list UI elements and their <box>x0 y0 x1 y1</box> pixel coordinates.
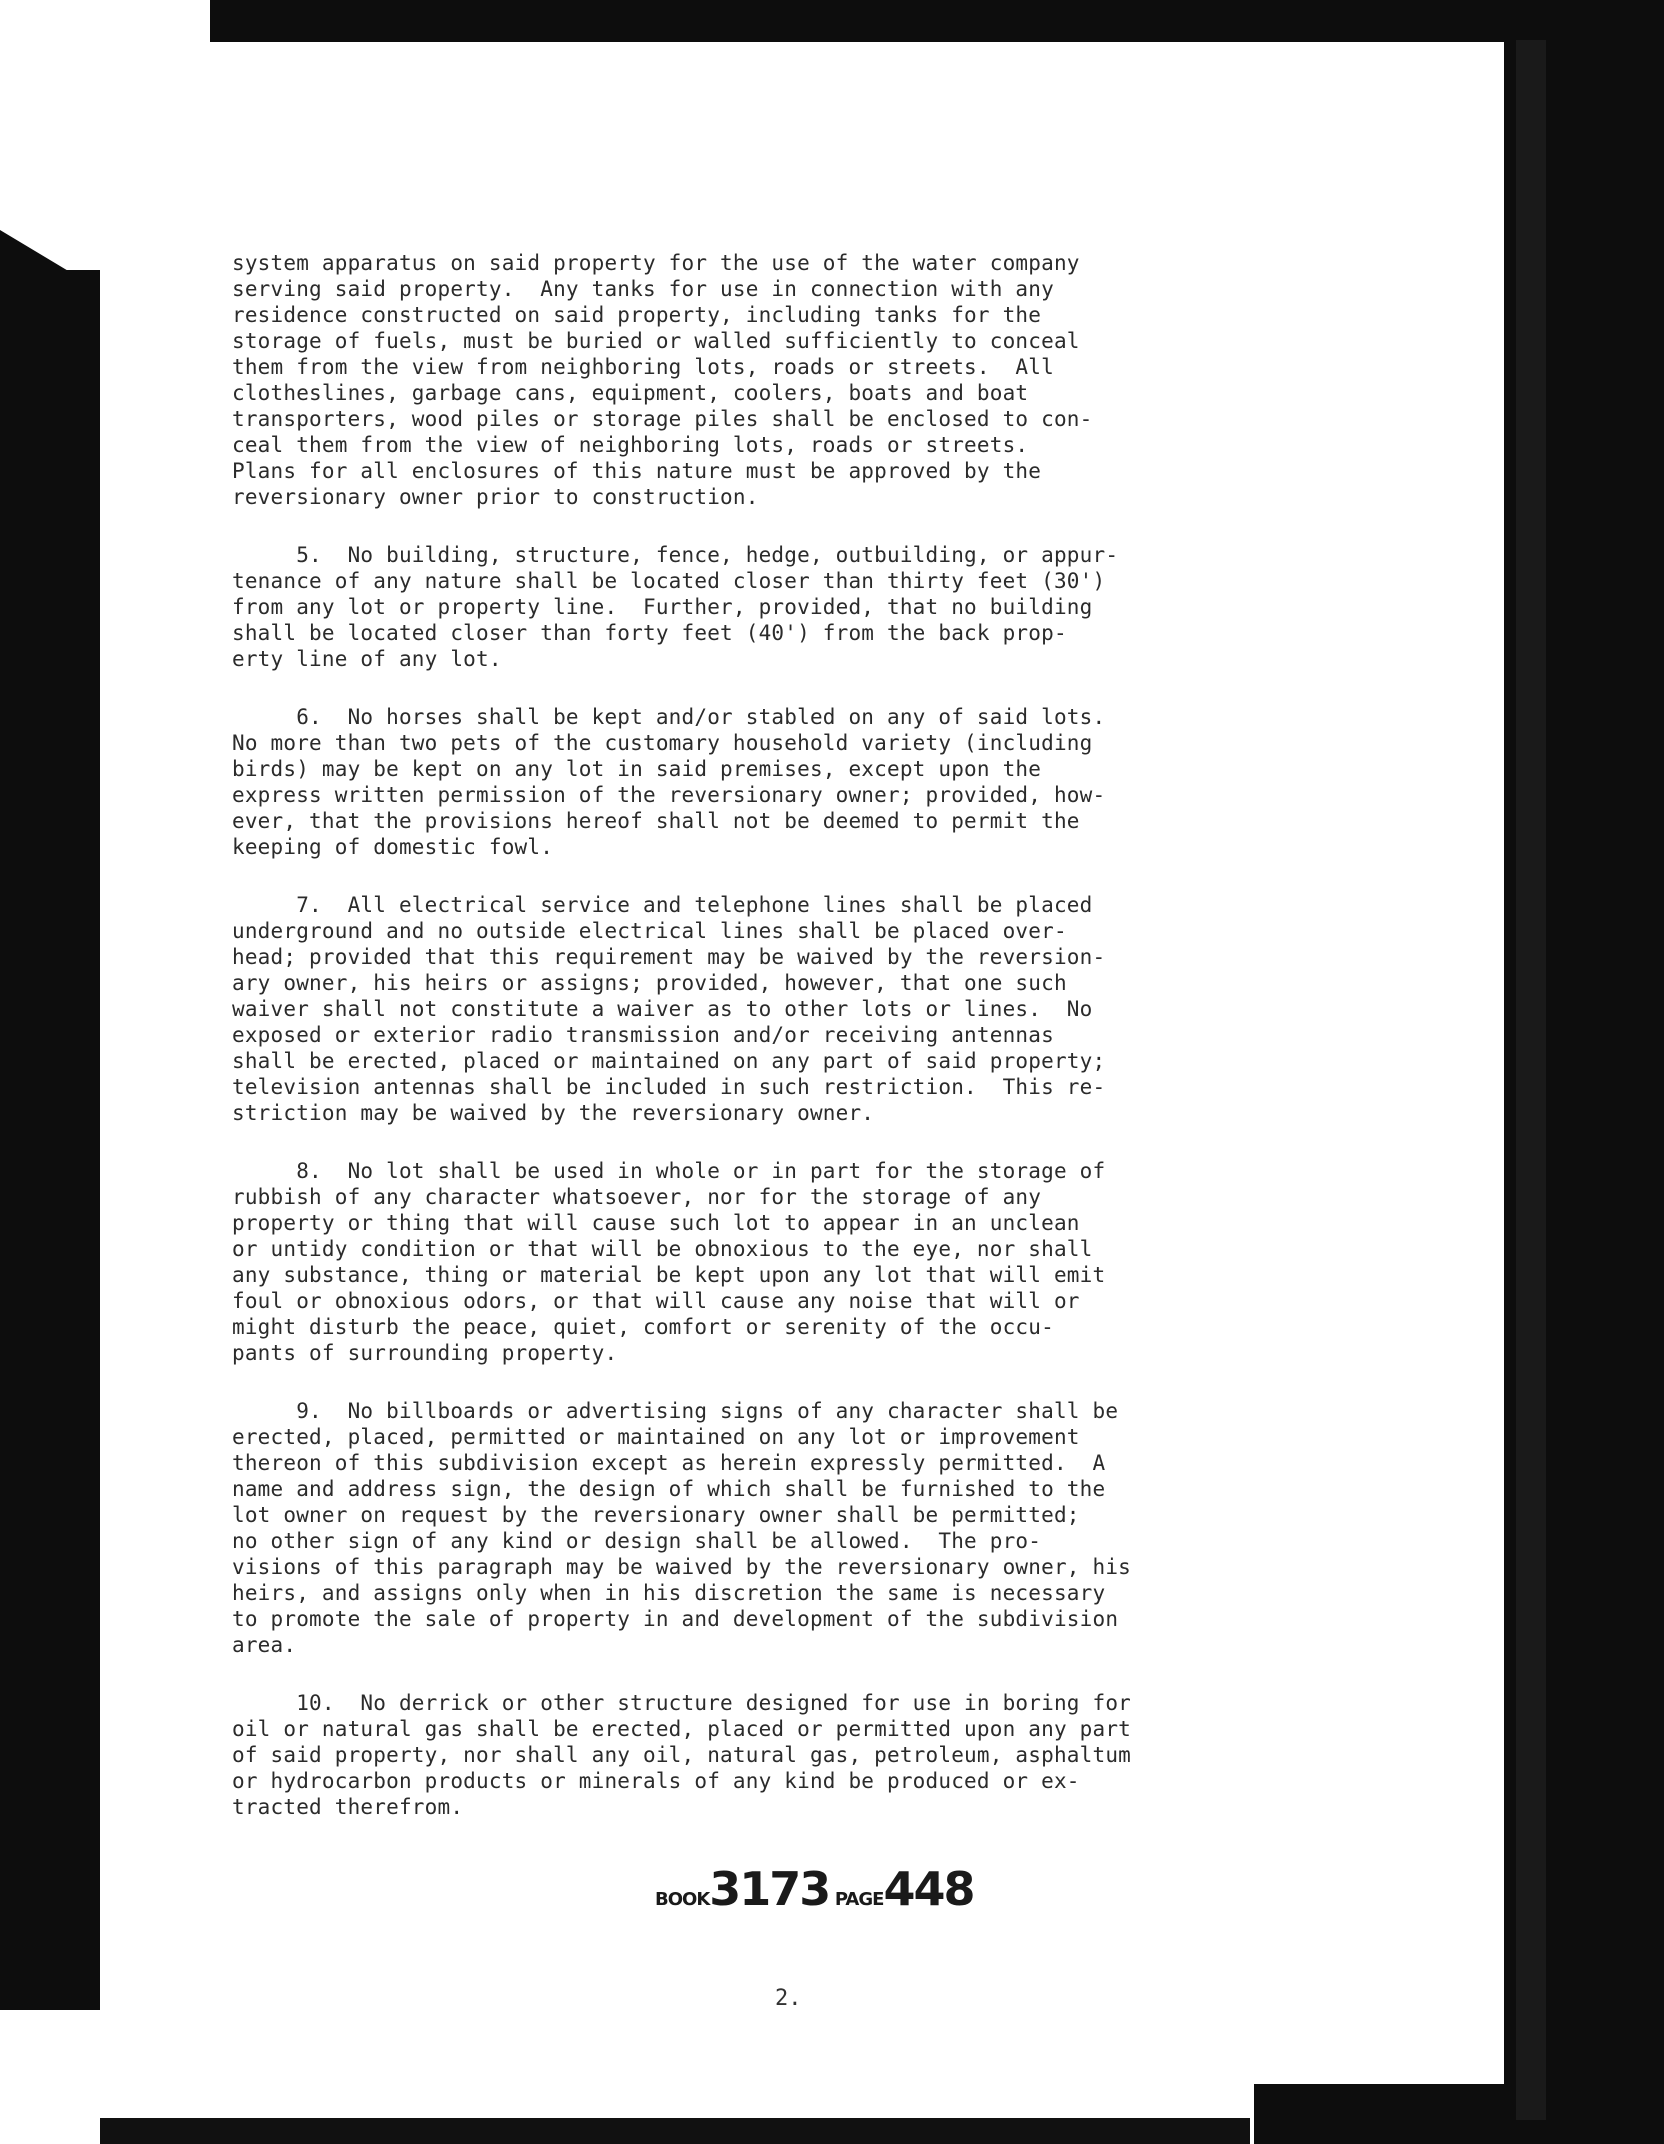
text-line: keeping of domestic fowl. <box>232 835 554 859</box>
book-number: 3173 <box>709 1862 830 1916</box>
text-line: system apparatus on said property for the use of the water company <box>232 251 1080 275</box>
text-line: thereon of this subdivision except as herein expressly permitted. A <box>232 1451 1106 1475</box>
text-line: serving said property. Any tanks for use in connection with any <box>232 277 1054 301</box>
text-line: erected, placed, permitted or maintained on any lot or improvement <box>232 1425 1080 1449</box>
text-line: tracted therefrom. <box>232 1795 464 1819</box>
text-line: them from the view from neighboring lots, roads or streets. All <box>232 355 1054 379</box>
text-line: pants of surrounding property. <box>232 1341 618 1365</box>
text-line: no other sign of any kind or design shall be allowed. The pro- <box>232 1529 1042 1553</box>
paragraph <box>232 250 1337 510</box>
text-line: rubbish of any character whatsoever, nor for the storage of any <box>232 1185 1042 1209</box>
document-body <box>232 250 1337 1852</box>
paragraph <box>232 1398 1337 1658</box>
text-line: No more than two pets of the customary household variety (including <box>232 731 1093 755</box>
paragraph <box>232 1158 1337 1366</box>
text-line: heirs, and assigns only when in his discretion the same is necessary <box>232 1581 1106 1605</box>
scan-border-bottom-right <box>1254 2084 1504 2144</box>
text-line: lot owner on request by the reversionary owner shall be permitted; <box>232 1503 1080 1527</box>
scan-border-right-shadow <box>1516 40 1546 2120</box>
text-line: reversionary owner prior to construction. <box>232 485 759 509</box>
text-line: 8. No lot shall be used in whole or in part for the storage of <box>232 1159 1106 1183</box>
text-line: shall be erected, placed or maintained on any part of said property; <box>232 1049 1106 1073</box>
text-line: birds) may be kept on any lot in said premises, except upon the <box>232 757 1042 781</box>
paragraph <box>232 1690 1337 1820</box>
text-line: underground and no outside electrical lines shall be placed over- <box>232 919 1067 943</box>
paragraph <box>232 542 1337 672</box>
text-line: or untidy condition or that will be obnoxious to the eye, nor shall <box>232 1237 1093 1261</box>
text-line: 6. No horses shall be kept and/or stabled on any of said lots. <box>232 705 1106 729</box>
text-line: express written permission of the reversionary owner; provided, how- <box>232 783 1106 807</box>
text-line: transporters, wood piles or storage piles shall be enclosed to con- <box>232 407 1093 431</box>
text-line: or hydrocarbon products or minerals of any kind be produced or ex- <box>232 1769 1080 1793</box>
text-line: exposed or exterior radio transmission and/or receiving antennas <box>232 1023 1054 1047</box>
text-line: Plans for all enclosures of this nature must be approved by the <box>232 459 1042 483</box>
scan-border-top <box>210 0 1664 42</box>
scan-border-bottom <box>100 2118 1250 2144</box>
text-line: storage of fuels, must be buried or walled sufficiently to conceal <box>232 329 1080 353</box>
book-label: BOOK <box>655 1889 710 1910</box>
paragraph <box>232 704 1337 860</box>
text-line: ary owner, his heirs or assigns; provided, however, that one such <box>232 971 1067 995</box>
text-line: ceal them from the view of neighboring lots, roads or streets. <box>232 433 1029 457</box>
page-reference: 448 <box>883 1862 974 1916</box>
text-line: 9. No billboards or advertising signs of any character shall be <box>232 1399 1119 1423</box>
paragraph <box>232 892 1337 1126</box>
text-line: ever, that the provisions hereof shall not be deemed to permit the <box>232 809 1080 833</box>
text-line: clotheslines, garbage cans, equipment, coolers, boats and boat <box>232 381 1029 405</box>
text-line: to promote the sale of property in and development of the subdivision <box>232 1607 1119 1631</box>
text-line: head; provided that this requirement may be waived by the reversion- <box>232 945 1106 969</box>
text-line: residence constructed on said property, including tanks for the <box>232 303 1042 327</box>
text-line: tenance of any nature shall be located closer than thirty feet (30') <box>232 569 1106 593</box>
text-line: 7. All electrical service and telephone lines shall be placed <box>232 893 1093 917</box>
text-line: property or thing that will cause such lot to appear in an unclean <box>232 1211 1080 1235</box>
text-line: 10. No derrick or other structure designed for use in boring for <box>232 1691 1132 1715</box>
text-line: visions of this paragraph may be waived by the reversionary owner, his <box>232 1555 1132 1579</box>
text-line: television antennas shall be included in such restriction. This re- <box>232 1075 1106 1099</box>
text-line: any substance, thing or material be kept upon any lot that will emit <box>232 1263 1106 1287</box>
text-line: might disturb the peace, quiet, comfort or serenity of the occu- <box>232 1315 1054 1339</box>
scan-border-left <box>0 270 100 2010</box>
text-line: of said property, nor shall any oil, natural gas, petroleum, asphaltum <box>232 1743 1132 1767</box>
text-line: area. <box>232 1633 297 1657</box>
text-line: striction may be waived by the reversionary owner. <box>232 1101 875 1125</box>
text-line: name and address sign, the design of which shall be furnished to the <box>232 1477 1106 1501</box>
text-line: oil or natural gas shall be erected, placed or permitted upon any part <box>232 1717 1132 1741</box>
text-line: waiver shall not constitute a waiver as to other lots or lines. No <box>232 997 1093 1021</box>
text-line: 5. No building, structure, fence, hedge, outbuilding, or appur- <box>232 543 1119 567</box>
text-line: from any lot or property line. Further, provided, that no building <box>232 595 1093 619</box>
book-page-reference <box>655 1862 975 1916</box>
page-label: PAGE <box>834 1889 884 1910</box>
page-number: 2. <box>775 1986 802 2011</box>
text-line: erty line of any lot. <box>232 647 502 671</box>
text-line: foul or obnoxious odors, or that will cause any noise that will or <box>232 1289 1080 1313</box>
text-line: shall be located closer than forty feet (40') from the back prop- <box>232 621 1067 645</box>
